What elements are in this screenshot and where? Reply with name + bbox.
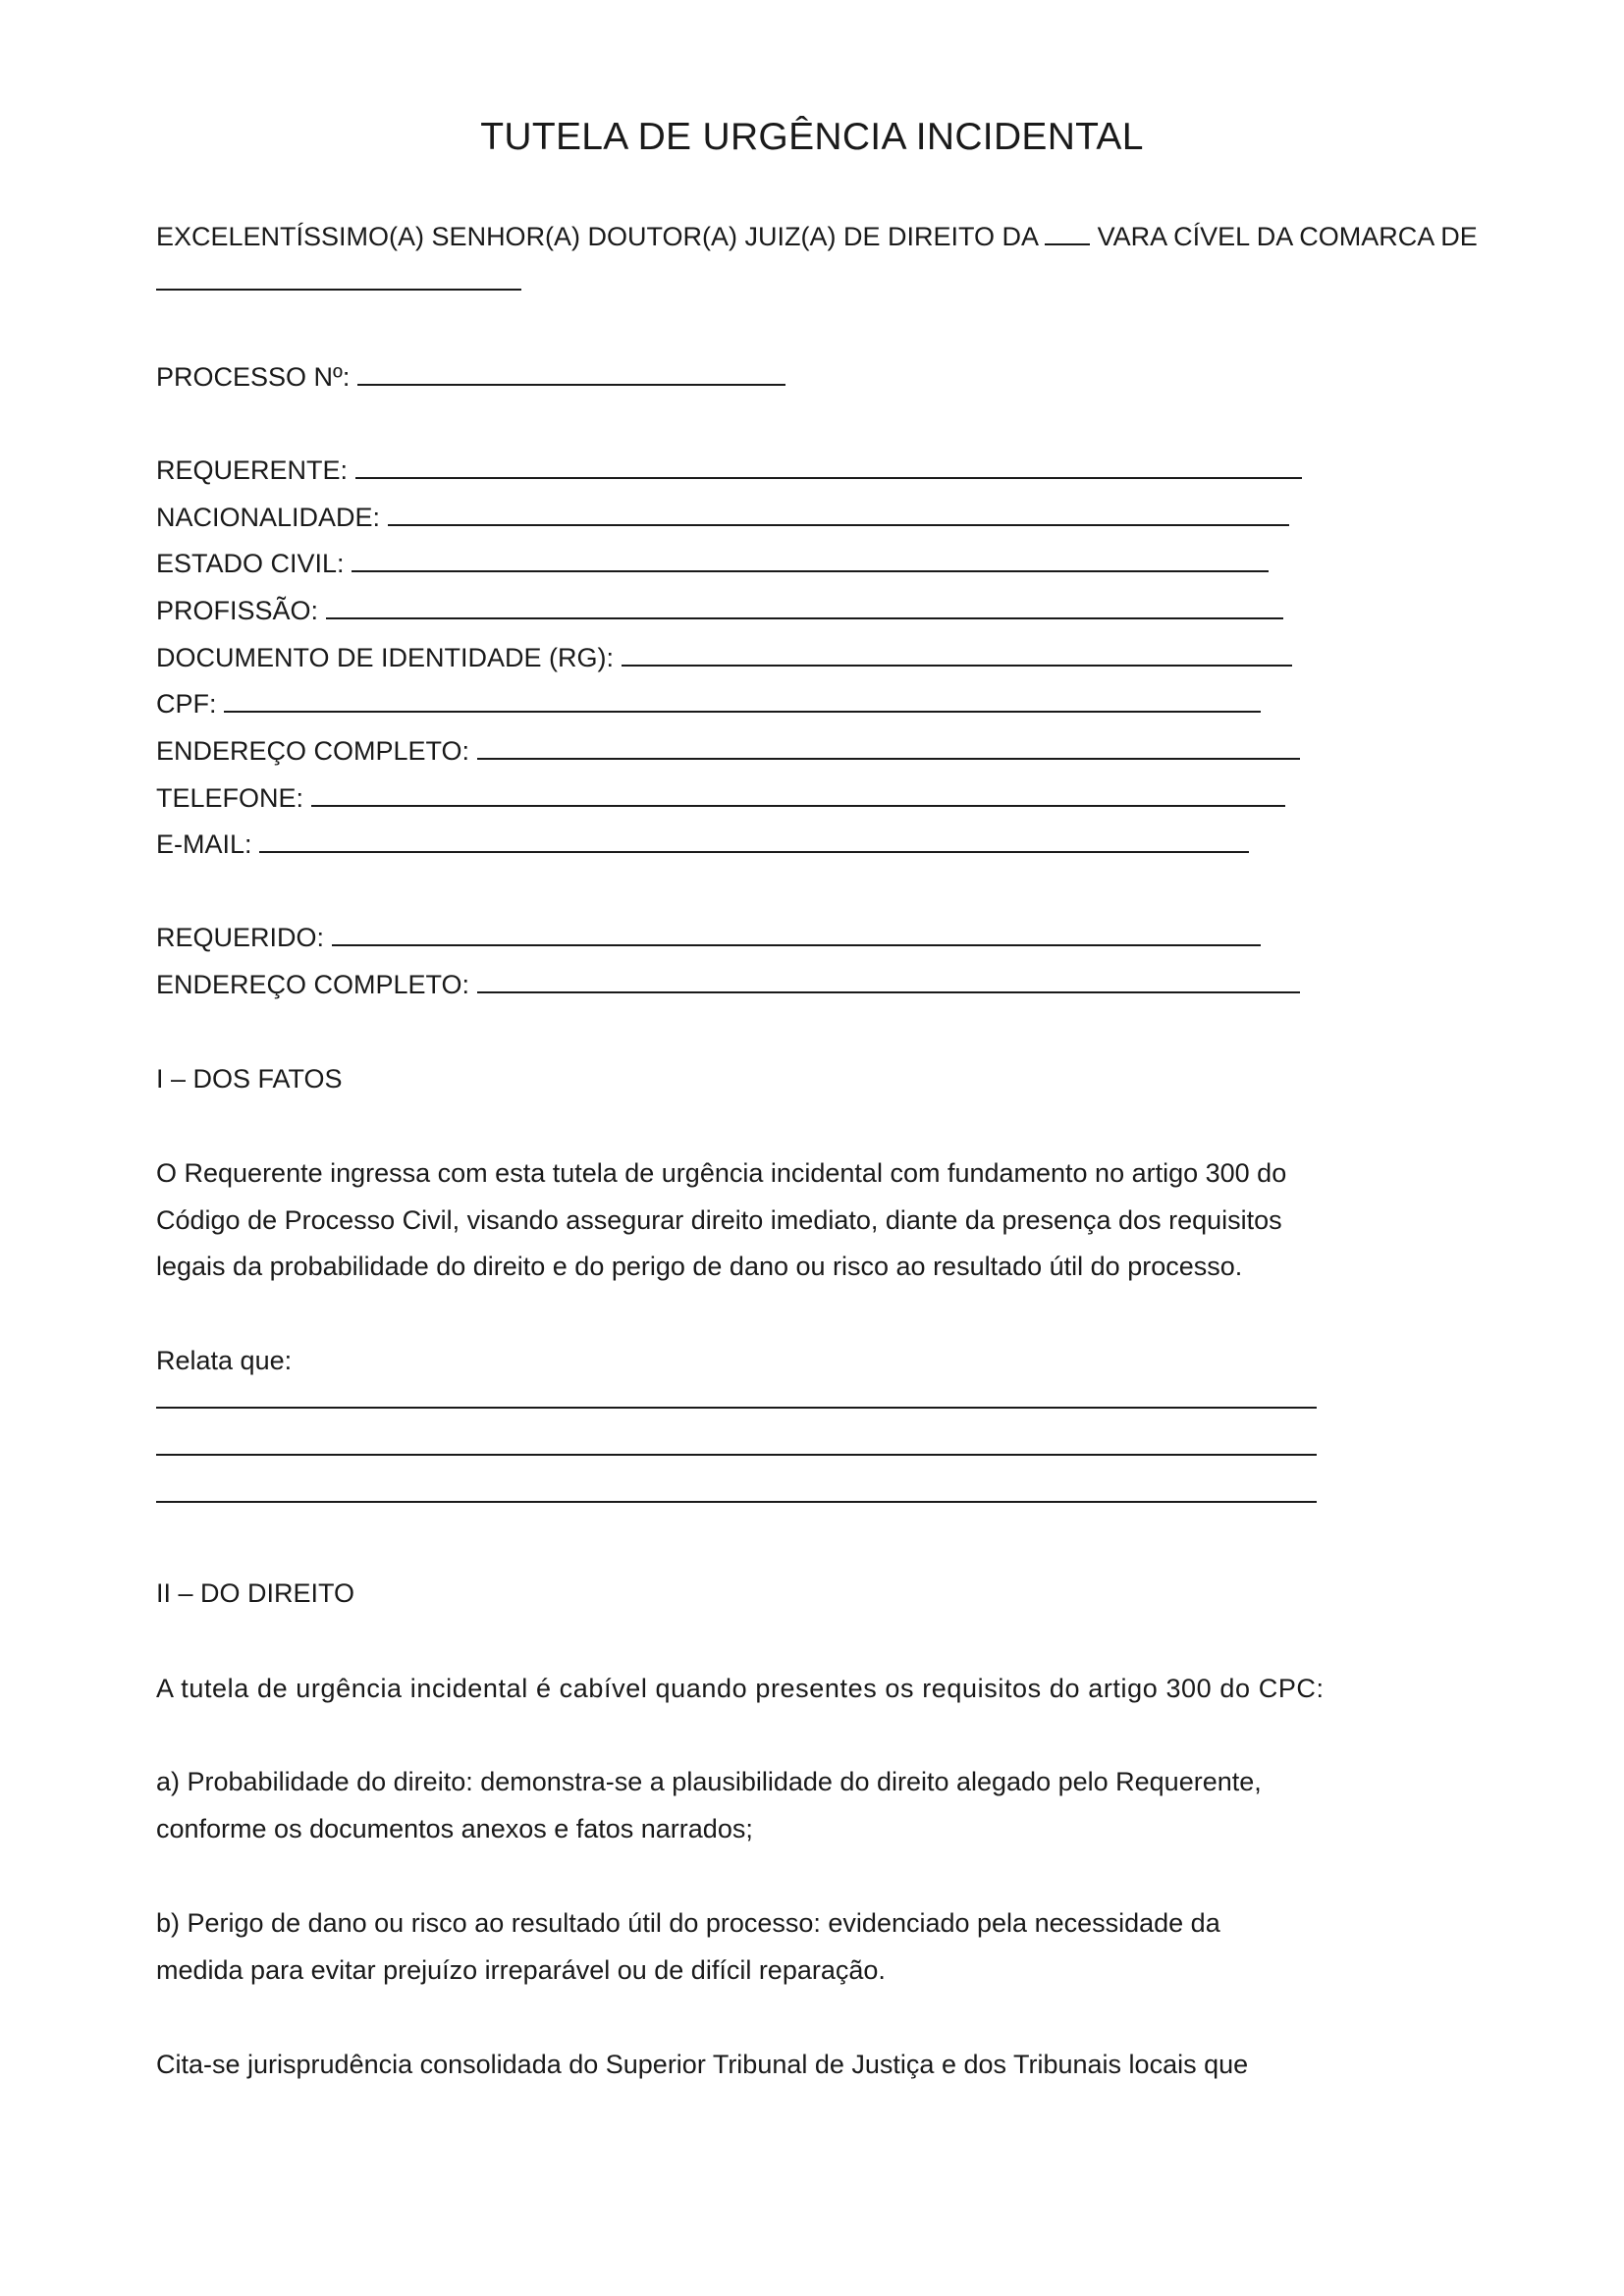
field-requerente bbox=[156, 454, 1302, 487]
addressee-text-mid: VARA CÍVEL DA COMARCA DE bbox=[1097, 222, 1478, 251]
field-blank[interactable] bbox=[326, 596, 1283, 619]
process-number-blank[interactable] bbox=[357, 362, 785, 386]
field-blank[interactable] bbox=[388, 503, 1289, 526]
field-label: PROFISSÃO: bbox=[156, 596, 319, 625]
field-label: TELEFONE: bbox=[156, 783, 304, 813]
field-endereco bbox=[156, 734, 1300, 768]
paragraph-line: O Requerente ingressa com esta tutela de urgência incidental com fundamento no artigo 300 do bbox=[156, 1158, 1287, 1188]
field-blank[interactable] bbox=[259, 829, 1249, 853]
field-blank[interactable] bbox=[622, 643, 1292, 667]
field-blank[interactable] bbox=[355, 455, 1302, 479]
field-nacionalidade bbox=[156, 501, 1289, 534]
field-telefone bbox=[156, 781, 1285, 815]
direito-intro: A tutela de urgência incidental é cabível quando presentes os requisitos do artigo 300 do CPC: bbox=[156, 1674, 1325, 1703]
field-blank[interactable] bbox=[311, 783, 1285, 807]
item-a-line: conforme os documentos anexos e fatos narrados; bbox=[156, 1814, 753, 1843]
comarca-blank[interactable] bbox=[156, 267, 521, 291]
vara-number-blank[interactable] bbox=[1045, 222, 1090, 245]
relata-blank-line bbox=[156, 1383, 1317, 1416]
field-label: ENDEREÇO COMPLETO: bbox=[156, 736, 470, 766]
field-email bbox=[156, 828, 1249, 861]
field-requerido-endereco bbox=[156, 968, 1300, 1001]
addressee-line-1 bbox=[156, 220, 1478, 253]
field-label: REQUERIDO: bbox=[156, 923, 325, 952]
field-label: ENDEREÇO COMPLETO: bbox=[156, 970, 470, 999]
relata-label: Relata que: bbox=[156, 1346, 293, 1375]
field-label: NACIONALIDADE: bbox=[156, 503, 381, 532]
process-line bbox=[156, 360, 785, 394]
field-rg bbox=[156, 641, 1292, 674]
relata-blank-line bbox=[156, 1430, 1317, 1464]
paragraph-line: legais da probabilidade do direito e do perigo de dano ou risco ao resultado útil do processo. bbox=[156, 1252, 1243, 1281]
item-a-line: a) Probabilidade do direito: demonstra-se a plausibilidade do direito alegado pelo Requerente, bbox=[156, 1767, 1262, 1796]
section-heading-fatos: I – DOS FATOS bbox=[156, 1064, 343, 1094]
field-blank[interactable] bbox=[477, 736, 1300, 760]
field-blank[interactable] bbox=[477, 970, 1300, 993]
relata-blank-line bbox=[156, 1477, 1317, 1511]
field-label: CPF: bbox=[156, 689, 217, 719]
addressee-line-2 bbox=[156, 265, 521, 298]
document-title: TUTELA DE URGÊNCIA INCIDENTAL bbox=[480, 116, 1144, 158]
field-label: ESTADO CIVIL: bbox=[156, 549, 345, 578]
field-profissao bbox=[156, 594, 1283, 627]
addressee-text: EXCELENTÍSSIMO(A) SENHOR(A) DOUTOR(A) JUIZ(A) DE DIREITO DA bbox=[156, 222, 1038, 251]
field-blank[interactable] bbox=[352, 549, 1269, 572]
paragraph-line: Código de Processo Civil, visando assegurar direito imediato, diante da presença dos requisitos bbox=[156, 1205, 1282, 1235]
process-label: PROCESSO Nº: bbox=[156, 362, 351, 392]
field-label: REQUERENTE: bbox=[156, 455, 349, 485]
item-b-line: medida para evitar prejuízo irreparável ou de difícil reparação. bbox=[156, 1955, 886, 1985]
section-heading-direito: II – DO DIREITO bbox=[156, 1578, 355, 1608]
citation-line: Cita-se jurisprudência consolidada do Superior Tribunal de Justiça e dos Tribunais locais que bbox=[156, 2050, 1249, 2079]
field-blank[interactable] bbox=[224, 689, 1261, 713]
item-b-line: b) Perigo de dano ou risco ao resultado útil do processo: evidenciado pela necessidade da bbox=[156, 1908, 1220, 1938]
field-label: DOCUMENTO DE IDENTIDADE (RG): bbox=[156, 643, 615, 672]
relata-blank[interactable] bbox=[156, 1385, 1317, 1409]
field-cpf bbox=[156, 687, 1261, 721]
field-label: E-MAIL: bbox=[156, 829, 252, 859]
field-estado-civil bbox=[156, 547, 1269, 580]
relata-blank[interactable] bbox=[156, 1479, 1317, 1503]
relata-blank[interactable] bbox=[156, 1432, 1317, 1456]
field-blank[interactable] bbox=[332, 923, 1261, 946]
field-requerido bbox=[156, 921, 1261, 954]
